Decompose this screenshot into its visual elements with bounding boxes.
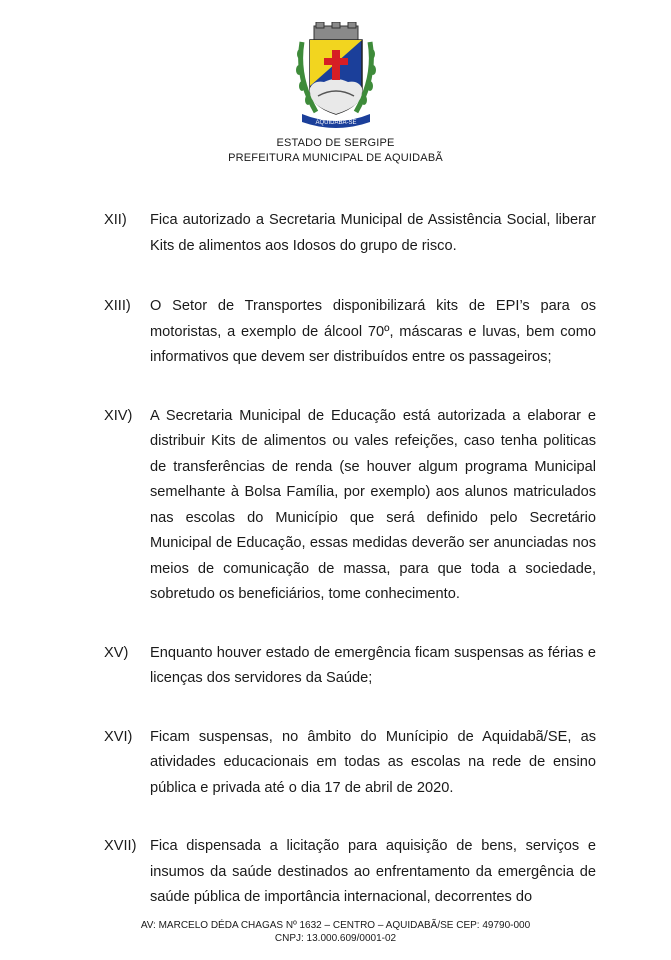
item-number: XVI) — [104, 728, 133, 745]
prefecture-name: PREFEITURA MUNICIPAL DE AQUIDABÃ — [228, 152, 443, 164]
list-item — [104, 834, 596, 911]
item-number: XVII) — [104, 838, 137, 854]
footer-address: AV: MARCELO DÉDA CHAGAS Nº 1632 – CENTRO – AQUIDABÃ/SE CEP: 49790-000 — [140, 920, 531, 931]
item-number: XV) — [104, 644, 129, 661]
list-item — [104, 641, 596, 692]
item-text: Ficam suspensas, no âmbito do Munícipio de Aquidabã/SE, as atividades educacionais em todas as escolas na rede de ensino pública e privada até o dia 17 de abril de 2020. — [150, 728, 596, 796]
list-item — [104, 294, 596, 371]
item-number: XIV) — [104, 407, 133, 424]
list-item — [104, 725, 596, 802]
municipal-crest-icon — [294, 22, 378, 130]
item-text: Fica dispensada a licitação para aquisição de bens, serviços e insumos da saúde destinados ao enfrentamento da emergência de saúde pública de importância internacional, decorrentes do — [150, 838, 596, 905]
page-footer — [0, 919, 671, 945]
list-item — [104, 404, 596, 608]
article-items — [104, 208, 596, 911]
item-text: Fica autorizado a Secretaria Municipal de Assistência Social, liberar Kits de alimentos aos Idosos do grupo de risco. — [150, 212, 596, 254]
list-item — [104, 208, 596, 259]
item-number: XII) — [104, 212, 127, 228]
state-name: ESTADO DE SERGIPE — [276, 137, 395, 149]
item-text: O Setor de Transportes disponibilizará kits de EPI’s para os motoristas, a exemplo de álcool 70º, máscaras e luvas, bem como informativos que devem ser distribuídos entre os passageiros; — [150, 298, 596, 365]
footer-cnpj: CNPJ: 13.000.609/0001-02 — [274, 933, 397, 944]
crest-ribbon-text: AQUIDABÃ-SE — [314, 120, 357, 126]
item-text: Enquanto houver estado de emergência ficam suspensas as férias e licenças dos servidores da Saúde; — [150, 644, 596, 686]
letterhead — [0, 22, 671, 166]
item-text: A Secretaria Municipal de Educação está autorizada a elaborar e distribuir Kits de alimentos ou vales refeições, caso tenha politicas de transferências de renda (se houver algum programa Municipal semelhante à Bolsa Família, por exemplo) aos alunos matriculados nas escolas do Município que será definido pelo Secretário Municipal de Educação, essas medidas deverão ser anunciadas nos meios de comunicação de massa, para que toda a sociedade, sobretudo os beneficiários, tome conhecimento. — [150, 407, 596, 602]
item-number: XIII) — [104, 298, 131, 314]
